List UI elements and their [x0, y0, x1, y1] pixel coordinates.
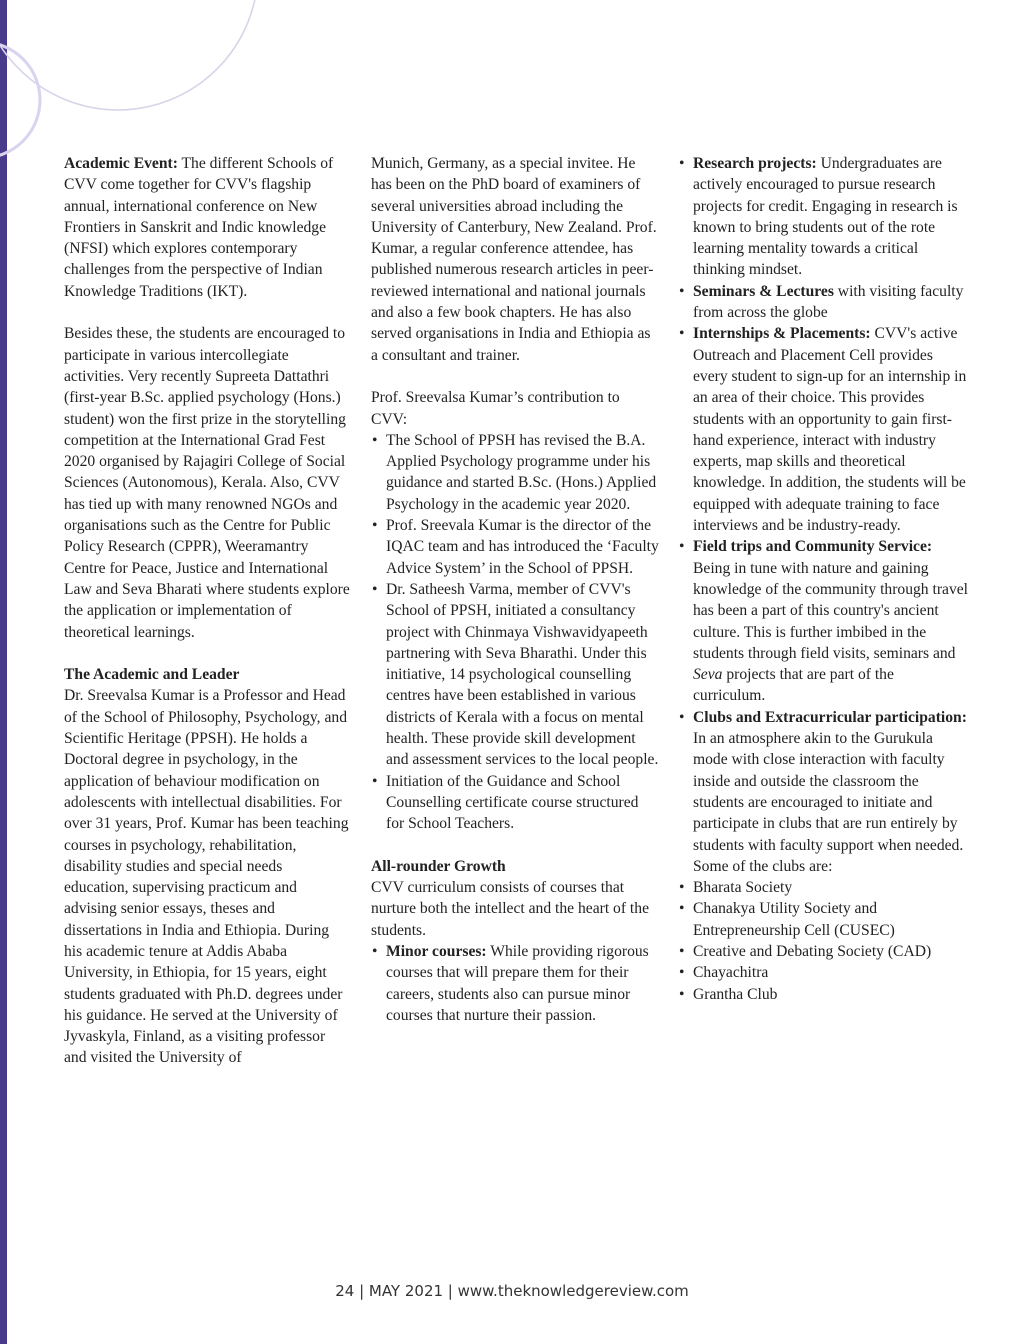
seva-text: Seva [693, 666, 723, 684]
academic-event-paragraph [64, 153, 350, 302]
contribution-intro: Prof. Sreevalsa Kumar’s contribution to CVV: [371, 389, 620, 428]
research-text: Undergraduates are actively encouraged to pursue research projects for credit. Engaging in research is known to bring students out of the rote learning mentality towards a critical thinking mindset. [693, 155, 958, 279]
clubs-text: In an atmosphere akin to the Gurukula mode with close interaction with faculty inside and outside the classroom the students are encouraged to initiate and participate in clubs that are run entirely by students with faculty support when needed. Some of the clubs are: [693, 730, 964, 875]
minor-text: While providing rigorous courses that will prepare them for their careers, students also can pursue minor courses that nurture their passion. [386, 942, 649, 1024]
seminars-text: with visiting faculty from across the globe [693, 282, 964, 322]
list-item: • Prof. Sreevala Kumar is the director of the IQAC team and has introduced the ‘Faculty Advice System’ in the School of PPSH. [371, 515, 659, 579]
fieldtrips-label: Field trips and Community Service: [693, 538, 933, 556]
list-item: • The School of PPSH has revised the B.A. Applied Psychology programme under his guidance and started B.Sc. (Hons.) Applied Psychology in the academic year 2020. [371, 430, 659, 515]
list-item [678, 281, 968, 324]
growth-list-continued [678, 153, 968, 877]
besides-paragraph: Besides these, the students are encouraged to participate in various intercollegiate activities. Very recently Supreeta Dattathri (first-year B.Sc. applied psychology (Hons.) student) won the first prize in the storytelling competition at the International Grad Fest 2020 organised by Rajagiri College of Social Sciences (Autonomous), Kerala. Also, CVV has tied up with many renowned NGOs and organisations such as the Centre for Public Policy Research (CPPR), Weeramantry Centre for Peace, Justice and International Law and Seva Bharati where students explore the application or implementation of theoretical learnings. [64, 325, 350, 641]
list-item: • Initiation of the Guidance and School Counselling certificate course structured for School Teachers. [371, 771, 659, 835]
allrounder-heading-text: All-rounder Growth [371, 857, 506, 875]
page-footer: 24 | MAY 2021 | www.theknowledgereview.com [335, 1282, 689, 1300]
list-item: • Creative and Debating Society (CAD) [678, 941, 968, 962]
list-item [371, 941, 659, 1026]
leader-heading [64, 664, 350, 685]
list-item: • Chanakya Utility Society and Entrepreneurship Cell (CUSEC) [678, 898, 968, 941]
fieldtrips-text: Being in tune with nature and gaining knowledge of the community through travel has been a part of this country's ancient culture. This is further imbibed in the students through field visits, seminars and [693, 559, 968, 662]
list-item [678, 153, 968, 281]
internships-text: CVV's active Outreach and Placement Cell provides every student to sign-up for an internship in an area of their choice. This provides students with an opportunity to gain first-hand experience, interact with industry experts, map skills and theoretical knowledge. In addition, the students will be equipped with adequate training to face interviews and be industry-ready. [693, 325, 967, 535]
column-2 [371, 153, 659, 1026]
minor-label: Minor courses: [386, 942, 487, 960]
academic-event-label: Academic Event: [64, 155, 178, 172]
column-1 [64, 153, 350, 1069]
contribution-list [371, 430, 659, 835]
list-item: • Bharata Society [678, 877, 968, 898]
list-item: • Dr. Satheesh Varma, member of CVV's School of PPSH, initiated a consultancy project with Chinmaya Vishwavidyapeeth partnering with Seva Bharathi. Under this initiative, 14 psychological counselling centres have been established in various districts of Kerala with a focus on mental health. These provide skill development and assessment services to the local people. [371, 579, 659, 771]
fieldtrips-text-end: projects that are part of the curriculum. [693, 666, 894, 705]
continued-paragraph: Munich, Germany, as a special invitee. He has been on the PhD board of examiners of several universities abroad including the University of Canterbury, New Zealand. Prof. Kumar, a regular conference attendee, has published numerous research articles in peer-reviewed international and national journals and also a few book chapters. He has also served organisations in India and Ethiopia as a consultant and trainer. [371, 155, 657, 364]
list-item: • Grantha Club [678, 984, 968, 1005]
club-list [678, 877, 968, 1005]
list-item [678, 323, 968, 536]
list-item [678, 536, 968, 706]
list-item [678, 707, 968, 877]
internships-label: Internships & Placements: [693, 325, 871, 343]
leader-paragraph: Dr. Sreevalsa Kumar is a Professor and Head of the School of Philosophy, Psychology, and Scientific Heritage (PPSH). He holds a Doctoral degree in psychology, in the application of behaviour modification on adolescents with intellectual disabilities. For over 31 years, Prof. Kumar has been teaching courses in psychology, rehabilitation, disability studies and special needs education, supervising practicum and advising senior essays, theses and dissertations in India and Ethiopia. During his academic tenure at Addis Ababa University, in Ethiopia, for 15 years, eight students graduated with Ph.D. degrees under his guidance. He served at the University of Jyvaskyla, Finland, as a visiting professor and visited the University of [64, 687, 349, 1067]
left-accent-bar [0, 0, 7, 1344]
clubs-label: Clubs and Extracurricular participation: [693, 708, 967, 726]
column-3 [678, 153, 968, 1005]
list-item: • Chayachitra [678, 962, 968, 983]
allrounder-paragraph: CVV curriculum consists of courses that nurture both the intellect and the heart of the students. [371, 879, 649, 939]
allrounder-heading [371, 856, 659, 877]
leader-heading-text: The Academic and Leader [64, 666, 240, 684]
research-label: Research projects: [693, 155, 817, 172]
academic-event-text: The different Schools of CVV come together for CVV's flagship annual, international conference on New Frontiers in Sanskrit and Indic knowledge (NFSI) which explores contemporary challenges from the perspective of Indian Knowledge Traditions (IKT). [64, 155, 334, 300]
growth-list [371, 941, 659, 1026]
seminars-label: Seminars & Lectures [693, 282, 834, 300]
